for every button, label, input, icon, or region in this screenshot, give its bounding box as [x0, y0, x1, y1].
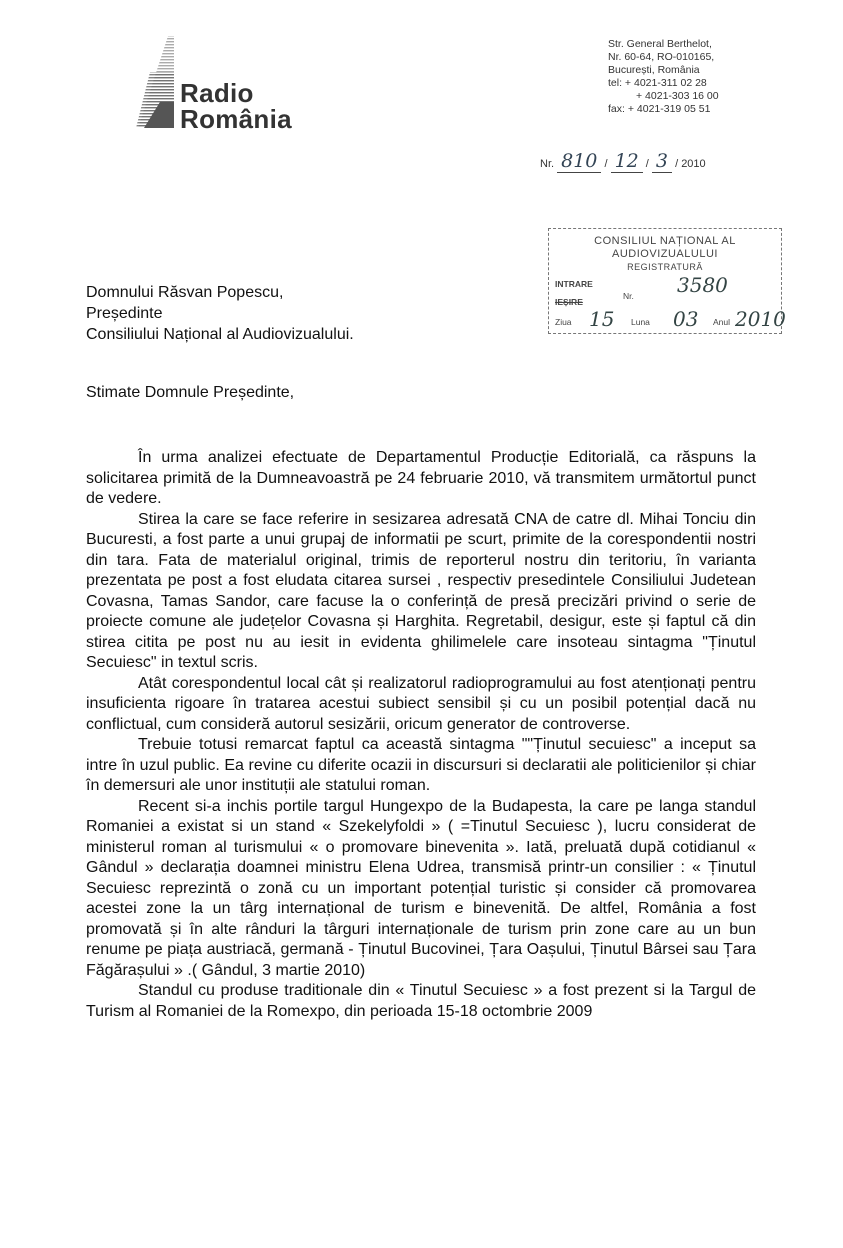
stamp-line-1: CONSILIUL NAȚIONAL AL — [594, 235, 736, 247]
paragraph-5: Recent si-a inchis portile targul Hungexpo de la Budapesta, la care pe langa standul Romaniei a existat si un stand « Szekelyfoldi » ( =Tinutul Secuiesc ), lucru considerat de ministerul roman al turismului « o promovare binevenita ». Iată, preluată după cotidianul « Gândul » declarația doamnei ministru Elena Udrea, transmisă printr-un consilier : « Ținutul Secuiesc reprezintă o zonă cu un important potențial turistic și consider că promovarea acestei zone la un târg internațional de turism e binevenită. De altfel, România a fost promovată și în alte rânduri la târguri internaționale de turism prin zone care au un bun renume pe piața austriacă, germană - Ținutul Bucovinei, Țara Oașului, Ținutul Bârsei sau Țara Făgărașului » .( Gândul, 3 martie 2010) — [86, 797, 756, 979]
recipient-line-2: Președinte — [86, 305, 163, 322]
stamp-luna-value: 03 — [673, 307, 699, 331]
address-number: Nr. 60-64, RO-010165, — [608, 51, 715, 63]
reference-part-2: 12 — [611, 150, 643, 173]
salutation: Stimate Domnule Președinte, — [86, 384, 295, 401]
paragraph-4: Trebuie totusi remarcat faptul ca această sintagma ""Ținutul secuiesc" a inceput sa intre în uzul public. Ea revine cu diferite ocazii in discursuri si declaratii ale politicienilor și chiar în demersuri ale unor instituții ale statului roman. — [86, 736, 756, 794]
stamp-organization — [549, 235, 781, 274]
logo-wordmark — [180, 80, 292, 132]
paragraph-2: Stirea la care se face referire in sesizarea adresată CNA de catre dl. Mihai Tonciu din Bucuresti, a fost parte a unui grupaj de informatii pe scurt, primite de la corespondentii nostri din tara. Fata de materialul original, trimis de reporterul nostru din teritoriu, în varianta prezentata pe post a fost eludata citarea sursei , respectiv presedintele Consiliului Judetean Covasna, Tamas Sandor, care facuse la o conferință de presă precizări privind o serie de proiecte comune ale județelor Covasna și Harghita. Regretabil, desigur, este și faptul că din stirea citita pe post nu au iesit in evidenta ghilimelele care insoteau sintagma "Ținutul Secuiesc" in textul scris. — [86, 510, 756, 671]
recipient-block — [86, 282, 354, 345]
address-tel-1: tel: + 4021-311 02 28 — [608, 77, 707, 89]
logo-mark-icon — [110, 32, 180, 132]
paragraph-6: Standul cu produse traditionale din « Tinutul Secuiesc » a fost prezent si la Targul de Turism al Romaniei de la Romexpo, din perioada 15-18 octombrie 2009 — [86, 982, 756, 1020]
reference-number-value: 810 — [557, 150, 601, 173]
address-tel-2: + 4021-303 16 00 — [636, 90, 719, 102]
address-fax: fax: + 4021-319 05 51 — [608, 103, 711, 115]
stamp-anul-label: Anul — [713, 317, 731, 327]
sender-address — [608, 38, 719, 116]
reference-number: Nr. 810 / 12 / 3 / 2010 — [540, 150, 706, 172]
recipient-line-3: Consiliului Național al Audiovizualului. — [86, 326, 354, 343]
logo-line-1: Radio — [180, 78, 254, 108]
letter-body — [86, 448, 756, 1022]
address-city: București, România — [608, 64, 700, 76]
stamp-ziua-value: 15 — [589, 307, 615, 331]
address-street: Str. General Berthelot, — [608, 38, 712, 50]
paragraph-1: În urma analizei efectuate de Departamentul Producție Editorială, ca răspuns la solicitarea primită de la Dumneavoastră pe 24 februarie 2010, vă transmitem următortul punct de vedere. — [86, 449, 756, 507]
stamp-anul-value: 2010 — [735, 307, 786, 331]
stamp-ziua-label: Ziua — [555, 317, 572, 327]
stamp-line-2: AUDIOVIZUALULUI — [612, 248, 718, 260]
registration-stamp — [548, 228, 786, 334]
reference-year: / 2010 — [675, 158, 706, 170]
stamp-intrare-label: INTRARE — [555, 279, 593, 289]
stamp-luna-label: Luna — [631, 317, 650, 327]
stamp-nr-value: 3580 — [677, 273, 728, 297]
paragraph-3: Atât corespondentul local cât și realizatorul radioprogramului au fost atenționați pentru insuficienta rigoare în tratarea acestui subiect sensibil și cu un posibil potențial dacă nu conflictual, cum consideră autorul sesizării, oricum generator de controverse. — [86, 674, 756, 733]
reference-prefix: Nr. — [540, 158, 555, 170]
radio-romania-logo — [110, 32, 330, 142]
reference-part-3: 3 — [652, 150, 672, 173]
stamp-nr-label: Nr. — [623, 291, 634, 301]
stamp-iesire-label: IEȘIRE — [555, 297, 583, 307]
logo-line-2: România — [180, 104, 292, 134]
recipient-line-1: Domnului Răsvan Popescu, — [86, 284, 284, 301]
stamp-line-3: REGISTRATURĂ — [627, 262, 703, 272]
